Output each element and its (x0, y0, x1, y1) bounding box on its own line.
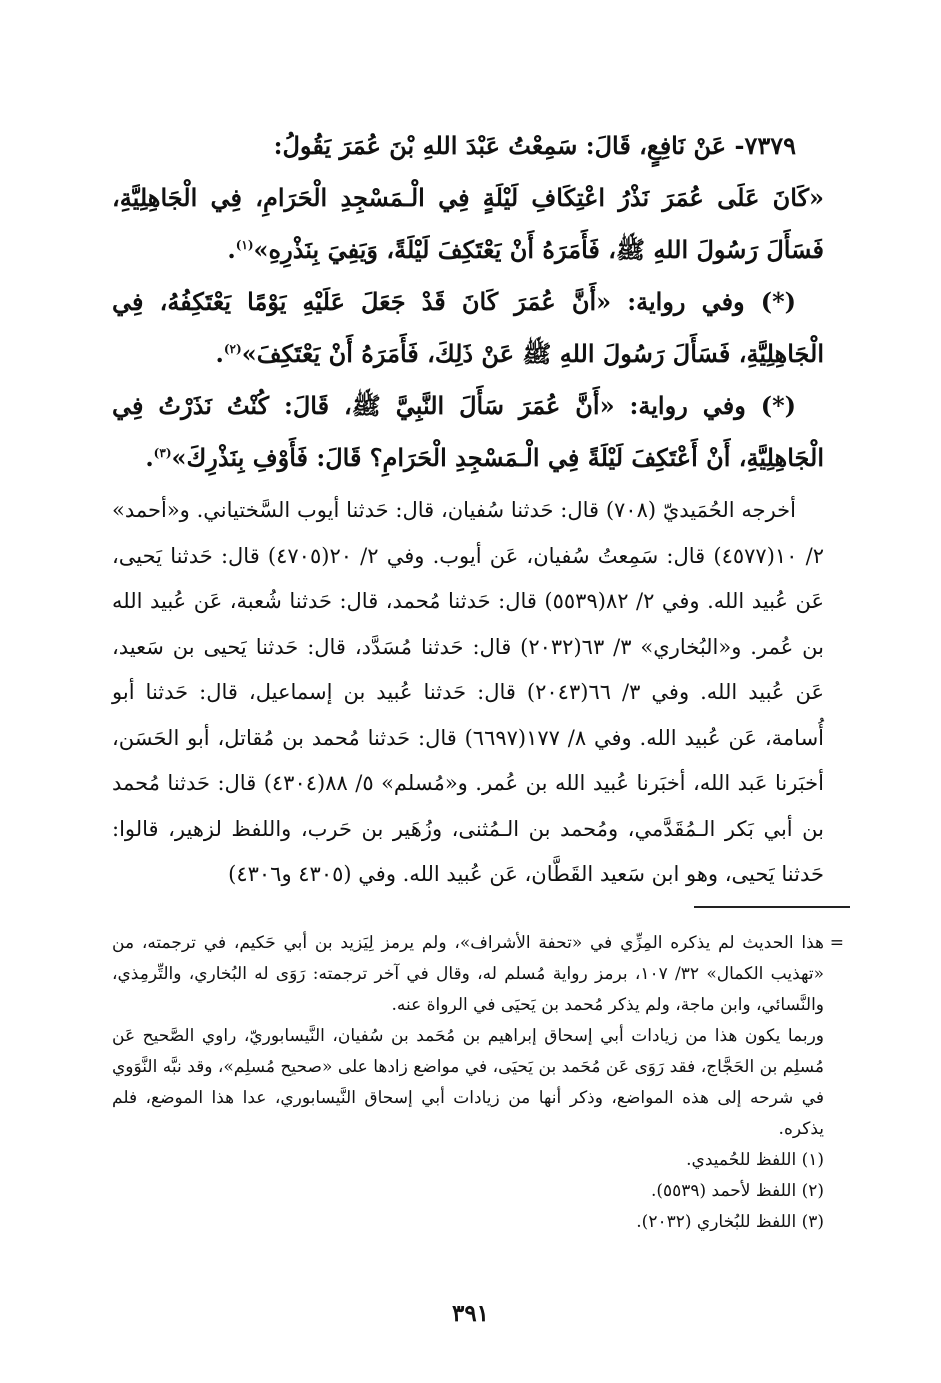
hadith-matn: «كَانَ عَلَى عُمَرَ نَذْرُ اعْتِكَافِ لَيْلَةٍ فِي الْـمَسْجِدِ الْحَرَامِ، فِي الْجَاهِلِيَّةِ، فَسَأَلَ رَسُولَ اللهِ ﷺ، فَأَمَرَهُ أَنْ يَعْتَكِفَ لَيْلَةً، وَيَفِيَ بِنَذْرِهِ» (112, 183, 824, 264)
footnote-continuation-1 (112, 928, 844, 1021)
footnote-ref-1: (١) (235, 238, 254, 252)
hadith-intro: - عَنْ نَافِعٍ، قَالَ: سَمِعْتُ عَبْدَ اللهِ بْنَ عُمَرَ يَقُولُ: (273, 131, 745, 160)
narration-2-end: . (215, 339, 224, 368)
narration-3-end: . (145, 443, 154, 472)
footnote-ref-2: (٢) (223, 342, 242, 356)
narration-3-text: (*) وفي رواية: «أَنَّ عُمَرَ سَأَلَ النَّبِيَّ ﷺ، قَالَ: كُنْتُ نَذَرْتُ فِي الْجَاهِلِيَّةِ، أَنْ أَعْتَكِفَ لَيْلَةً فِي الْـمَسْجِدِ الْحَرَامِ؟ قَالَ: فَأَوْفِ بِنَذْرِكَ» (112, 391, 824, 472)
main-text (112, 120, 824, 898)
footnote-2: (٢) اللفظ لأحمد (٥٥٣٩). (650, 1181, 824, 1201)
footnotes (112, 928, 844, 1238)
takhrij-paragraph: أخرجه الحُمَيديّ (٧٠٨) قال: حَدثنا سُفيان، قال: حَدثنا أيوب السَّختياني. و«أحمد» ٢/ ١٠(٤٥٧٧) قال: سَمِعتُ سُفيان، عَن أيوب. وفي ٢/ ٢٠(٤٧٠٥) قال: حَدثنا يَحيى، عَن عُبيد الله. وفي ٢/ ٨٢(٥٥٣٩) قال: حَدثنا مُحمد، قال: حَدثنا شُعبة، عَن عُبيد الله بن عُمر. و«البُخاري» ٣/ ٦٣(٢٠٣٢) قال: حَدثنا مُسَدَّد، قال: حَدثنا يَحيى بن سَعيد، عَن عُبيد الله. وفي ٣/ ٦٦(٢٠٤٣) قال: حَدثنا عُبيد بن إسماعيل، قال: حَدثنا أبو أُسامة، عَن عُبيد الله. وفي ٨/ ١٧٧(٦٦٩٧) قال: حَدثنا مُحمد بن مُقاتل، أبو الحَسَن، أخبَرنا عَبد الله، أخبَرنا عُبيد الله بن عُمر. و«مُسلم» ٥/ ٨٨(٤٣٠٤) قال: حَدثنا مُحمد بن أبي بَكر الـمُقَدَّمي، ومُحمد بن الـمُثنى، وزُهَير بن حَرب، واللفظ لزهير، قالوا: حَدثنا يَحيى، وهو ابن سَعيد القَطَّان، عَن عُبيد الله. وفي (٤٣٠٥ و٤٣٠٦) (112, 498, 824, 886)
footnote-1: (١) اللفظ للحُميدي. (686, 1150, 824, 1170)
footnote-continuation-1-text: هذا الحديث لم يذكره المِزِّي في «تحفة الأشراف»، ولم يرمز لِيَزيد بن أبي حَكيم، في ترجمته، من «تهذيب الكمال» ٣٢/ ١٠٧، برمز رواية مُسلم له، وقال في آخر ترجمته: رَوَى له البُخاري، والتِّرمِذي، والنَّسائي، وابن ماجة، ولم يذكر مُحمد بن يَحيَى في الرواة عنه. (112, 933, 824, 1015)
hadith-text: «كَانَ عَلَى عُمَرَ نَذْرُ اعْتِكَافِ لَيْلَةٍ فِي الْـمَسْجِدِ الْحَرَامِ، فِي الْجَاهِلِيَّةِ، فَسَأَلَ رَسُولَ اللهِ ﷺ، فَأَمَرَهُ أَنْ يَعْتَكِفَ لَيْلَةً، وَيَفِيَ بِنَذْرِهِ»$^{(١)}$. (112, 183, 824, 264)
hadith-heading (112, 120, 824, 172)
narration-2-text: (*) وفي رواية: «أَنَّ عُمَرَ كَانَ قَدْ جَعَلَ عَلَيْهِ يَوْمًا يَعْتَكِفُهُ، فِي الْجَاهِلِيَّةِ، فَسَأَلَ رَسُولَ اللهِ ﷺ عَنْ ذَلِكَ، فَأَمَرَهُ أَنْ يَعْتَكِفَ» (112, 287, 824, 368)
page-number: ٣٩١ (451, 1300, 490, 1327)
narration-2 (112, 276, 824, 380)
footnote-divider (694, 906, 850, 908)
footnote-3: (٣) اللفظ للبُخاري (٢٠٣٢). (636, 1212, 824, 1232)
narration-3 (112, 380, 824, 484)
footnote-continuation-2: وربما يكون هذا من زيادات أبي إسحاق إبراهيم بن مُحَمد بن سُفيان، النَّيسابوريّ، راوي الصَّحيح عَن مُسلِم بن الحَجَّاج، فقد رَوَى عَن مُحَمد بن يَحيَى، في مواضع زادها على «صحيح مُسلِم»، وقد نبَّه النَّوَوي في شرحه إلى هذه المواضع، وذكر أنها من زيادات أبي إسحاق النَّيسابوري، عدا هذا الموضع، فلم يذكره. (112, 1026, 824, 1139)
hadith-number: ٧٣٧٩ (744, 131, 796, 160)
footnote-ref-3: (٣) (153, 446, 172, 460)
continuation-marker: = (829, 933, 844, 953)
